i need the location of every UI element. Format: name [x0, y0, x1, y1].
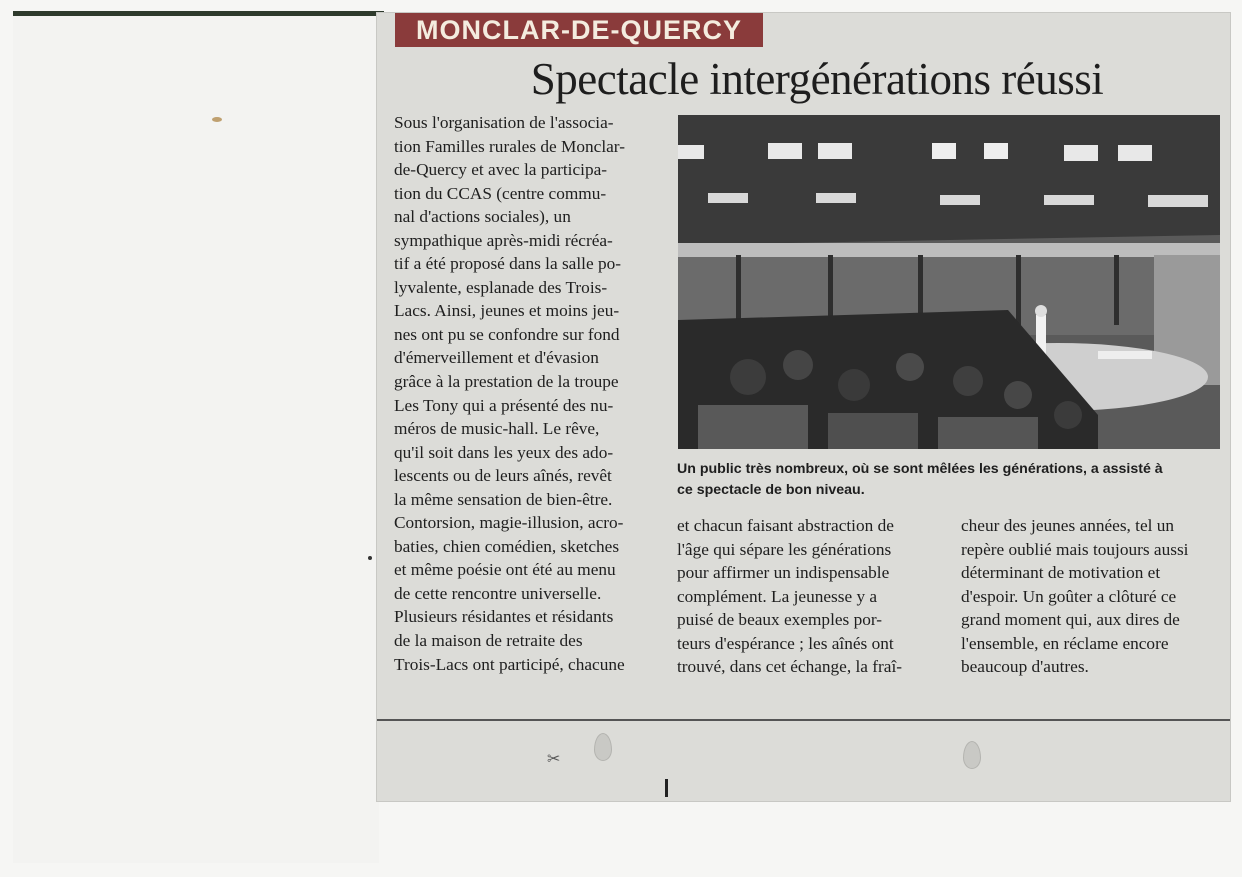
text-line: baties, chien comédien, sketches	[394, 536, 620, 556]
text-line: de cette rencontre universelle.	[394, 583, 602, 603]
text-line: et même poésie ont été au menu	[394, 560, 616, 580]
scissors-icon: ✂	[547, 749, 561, 768]
tape-mark-icon	[594, 733, 612, 761]
text-line: Sous l'organisation de l'associa-	[394, 113, 614, 132]
text-line: Les Tony qui a présenté des nu-	[394, 395, 614, 415]
text-line: sympathique après-midi récréa-	[394, 230, 613, 250]
newspaper-clipping	[377, 13, 1230, 801]
text-line: teurs d'espérance ; les aînés ont	[677, 633, 894, 653]
caption-line: ce spectacle de bon niveau.	[677, 482, 865, 498]
text-line: qu'il soit dans les yeux des ado-	[394, 442, 614, 462]
text-line: Lacs. Ainsi, jeunes et moins jeu-	[394, 301, 620, 321]
hall-illustration	[678, 115, 1220, 449]
text-line: d'émerveillement et d'évasion	[394, 348, 599, 368]
text-line: nes ont pu se confondre sur fond	[394, 324, 620, 344]
text-line: puisé de beaux exemples por-	[677, 610, 883, 630]
text-line: la même sensation de bien-être.	[394, 489, 613, 509]
text-line: lyvalente, esplanade des Trois-	[394, 277, 608, 297]
text-line: grâce à la prestation de la troupe	[394, 372, 619, 392]
text-line: repère oublié mais toujours aussi	[961, 539, 1189, 559]
article-headline: Spectacle intergénérations réussi	[530, 54, 1104, 104]
article-column-3	[961, 514, 1221, 679]
tape-mark-icon	[963, 741, 981, 769]
text-line: nal d'actions sociales), un	[394, 207, 571, 227]
text-line: de la maison de retraite des	[394, 631, 583, 651]
text-line: lescents ou de leurs aînés, revêt	[394, 466, 612, 486]
photo-caption	[677, 459, 1222, 501]
text-line: complément. La jeunesse y a	[677, 586, 878, 606]
audience-photo	[678, 115, 1220, 449]
text-line: Trois-Lacs ont participé, chacune	[394, 654, 625, 674]
text-line: beaucoup d'autres.	[961, 657, 1089, 677]
text-line: tif a été proposé dans la salle po-	[394, 254, 621, 274]
text-line: cheur des jeunes années, tel un	[961, 516, 1175, 535]
text-line: trouvé, dans cet échange, la fraî-	[677, 657, 903, 677]
text-line: et chacun faisant abstraction de	[677, 516, 894, 535]
bottom-rule	[377, 719, 1230, 721]
article-column-1	[394, 111, 656, 676]
caption-line: Un public très nombreux, où se sont mêlées les générations, a assisté à	[677, 461, 1163, 477]
text-line: déterminant de motivation et	[961, 563, 1161, 583]
kicker-text: MONCLAR-DE-QUERCY	[416, 14, 742, 45]
text-line: tion du CCAS (centre commu-	[394, 183, 607, 203]
text-line: grand moment qui, aux dires de	[961, 610, 1180, 630]
section-kicker	[395, 13, 763, 47]
text-line: méros de music-hall. Le rêve,	[394, 419, 600, 439]
text-line: d'espoir. Un goûter a clôturé ce	[961, 586, 1177, 606]
text-line: tion Familles rurales de Monclar-	[394, 136, 625, 156]
article-column-2	[677, 514, 937, 679]
scan-edge-bar	[13, 11, 384, 16]
pin-mark	[665, 779, 668, 797]
text-line: Contorsion, magie-illusion, acro-	[394, 513, 624, 533]
text-line: pour affirmer un indispensable	[677, 563, 890, 583]
text-line: l'ensemble, en réclame encore	[961, 633, 1169, 653]
text-line: de-Quercy et avec la participa-	[394, 160, 608, 180]
text-line: Plusieurs résidantes et résidants	[394, 607, 614, 627]
text-line: l'âge qui sépare les générations	[677, 539, 892, 559]
scan-background	[13, 13, 379, 863]
scan-speck	[212, 117, 222, 122]
scan-speck	[368, 556, 372, 560]
